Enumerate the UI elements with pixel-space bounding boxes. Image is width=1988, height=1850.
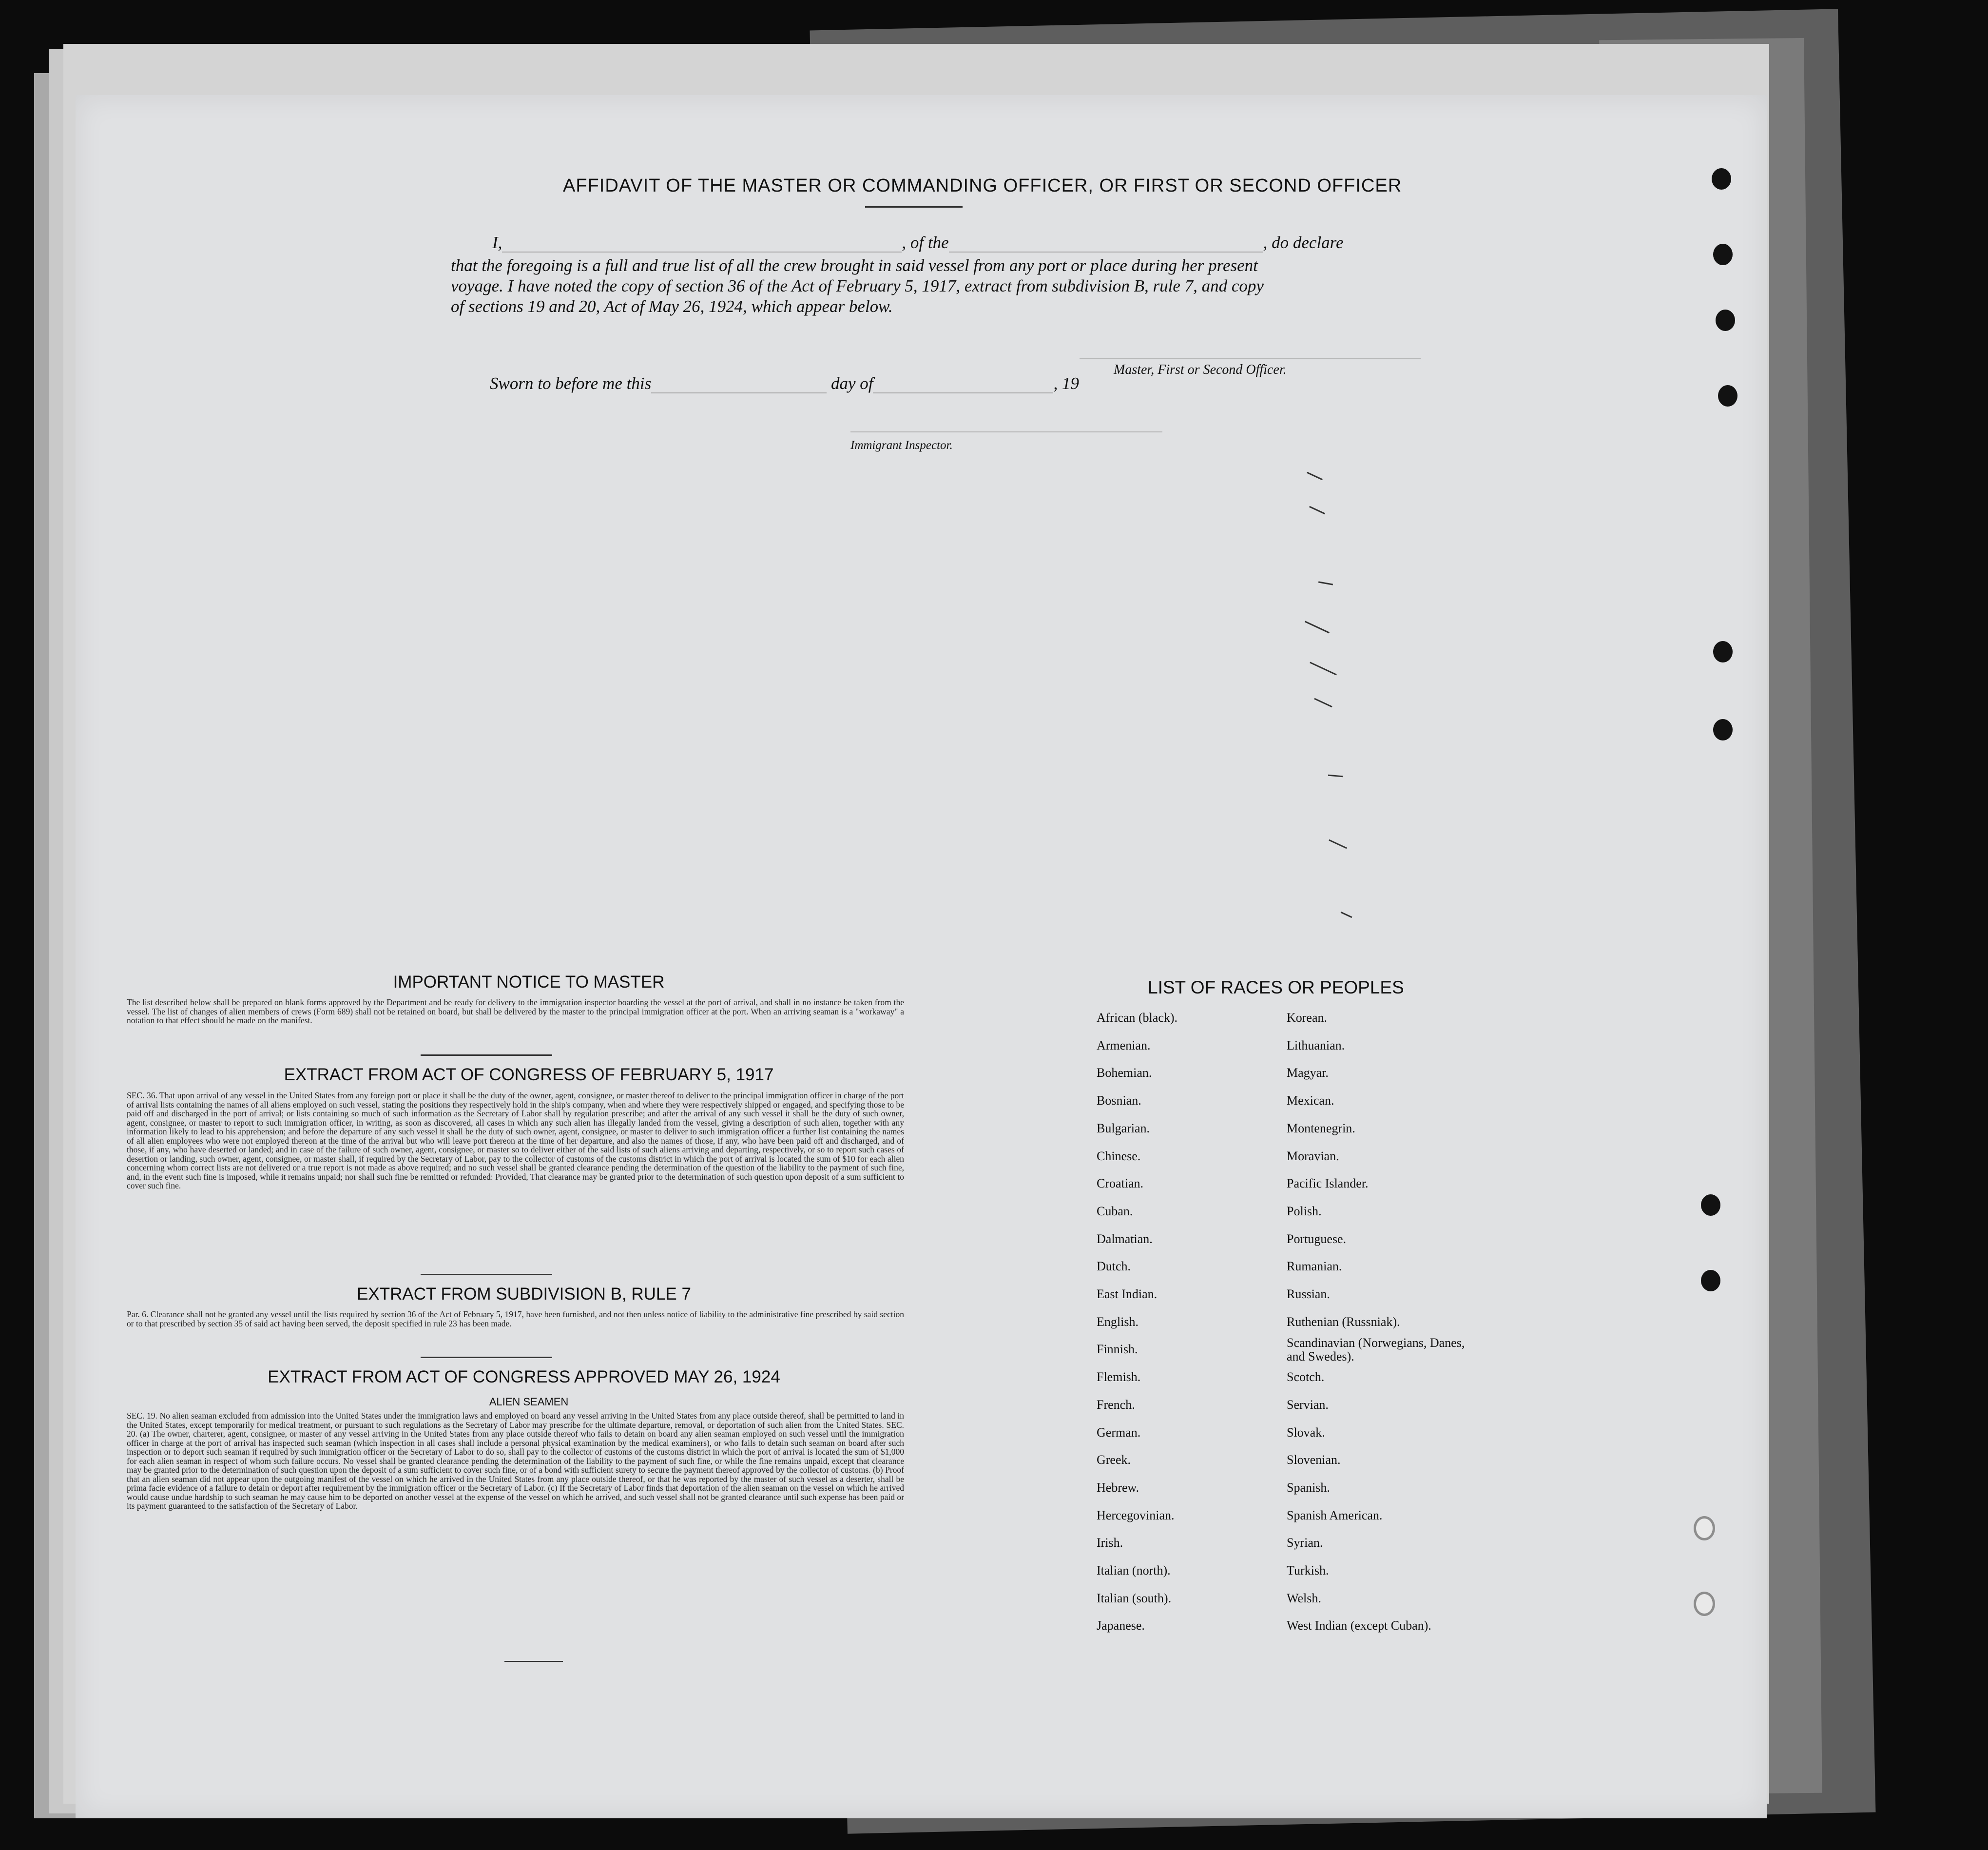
affidavit-line-3: voyage. I have noted the copy of section 36 of the Act of February 5, 1917, extract from subdivision B, rule 7, and copy: [451, 276, 1264, 295]
race-item: Polish.: [1287, 1204, 1322, 1218]
affidavit-line-4: of sections 19 and 20, Act of May 26, 1924, which appear below.: [451, 297, 893, 316]
race-item: Magyar.: [1287, 1066, 1329, 1080]
document-page: [76, 95, 1767, 1818]
race-item: Armenian.: [1097, 1038, 1151, 1052]
name-blank[interactable]: [502, 252, 902, 253]
day-blank[interactable]: [651, 392, 827, 393]
race-item: Cuban.: [1097, 1204, 1133, 1218]
races-heading: LIST OF RACES OR PEOPLES: [1148, 977, 1404, 997]
affidavit-line-1: [492, 233, 1344, 253]
race-item: Hercegovinian.: [1097, 1508, 1175, 1522]
sworn-text: Sworn to before me this: [490, 374, 652, 393]
binder-hole: [1713, 719, 1733, 740]
race-item: Spanish American.: [1287, 1508, 1383, 1522]
race-item: English.: [1097, 1315, 1139, 1329]
binder-hole: [1694, 1516, 1715, 1540]
inspector-signature-label: Immigrant Inspector.: [850, 439, 953, 452]
race-item: Slovenian.: [1287, 1453, 1341, 1467]
margin-mark: [1318, 581, 1333, 585]
rule-7-text: Par. 6. Clearance shall not be granted any vessel until the lists required by section 36 of the Act of February 5, 1917, have been furnished, and not then unless notice of liability to the administrative fine prescribed by said section or to that prescribed by section 35 of said act having been served, the deposit specified in rule 23 has been made.: [127, 1310, 904, 1328]
affidavit-title: AFFIDAVIT OF THE MASTER OR COMMANDING OFFICER, OR FIRST OR SECOND OFFICER: [563, 175, 1402, 196]
rule-7-heading: EXTRACT FROM SUBDIVISION B, RULE 7: [357, 1285, 691, 1304]
affidavit-line-2: that the foregoing is a full and true list of all the crew brought in said vessel from any port or place during her present: [451, 256, 1258, 275]
race-item: African (black).: [1097, 1011, 1178, 1025]
race-item: Dutch.: [1097, 1259, 1131, 1273]
margin-mark: [1305, 621, 1330, 634]
race-item: Mexican.: [1287, 1093, 1334, 1108]
race-item: Croatian.: [1097, 1176, 1144, 1190]
margin-mark: [1329, 839, 1347, 849]
race-item: East Indian.: [1097, 1287, 1158, 1301]
race-item: Servian.: [1287, 1398, 1329, 1412]
race-item: Scandinavian (Norwegians, Danes, and Swedes).: [1287, 1336, 1465, 1363]
margin-mark: [1309, 506, 1325, 515]
affidavit-of-the: , of the: [902, 233, 949, 252]
race-item: Bohemian.: [1097, 1066, 1152, 1080]
race-item: Japanese.: [1097, 1618, 1145, 1633]
extract-1917-heading: EXTRACT FROM ACT OF CONGRESS OF FEBRUARY 5, 1917: [284, 1065, 774, 1084]
race-item: Portuguese.: [1287, 1232, 1347, 1246]
race-item: Greek.: [1097, 1453, 1131, 1467]
race-item: Bosnian.: [1097, 1093, 1141, 1108]
race-item: Scotch.: [1287, 1370, 1325, 1384]
margin-mark: [1310, 662, 1337, 675]
race-item: Russian.: [1287, 1287, 1330, 1301]
race-item: Slovak.: [1287, 1425, 1325, 1440]
margin-mark: [1307, 472, 1323, 481]
race-item: German.: [1097, 1425, 1141, 1440]
binder-hole: [1701, 1194, 1720, 1216]
race-item: Ruthenian (Russniak).: [1287, 1315, 1400, 1329]
race-item: Bulgarian.: [1097, 1121, 1150, 1135]
race-item: Korean.: [1287, 1011, 1328, 1025]
vessel-blank[interactable]: [949, 252, 1263, 253]
day-of-text: day of: [830, 374, 873, 393]
extract-1924-text: SEC. 19. No alien seaman excluded from admission into the United States under the immigration laws and employed on board any vessel arriving in the United States from any place outside thereof, shall be permitted to land in the United States, except temporarily for medical treatment, or pursuant to such regulations as the Secretary of Labor may prescribe for the ultimate departure, removal, or deportation of such alien from the United States. SEC. 20. (a) The owner, charterer, agent, consignee, or master of any vessel arriving in the United States from any place outside thereof who fails to detain on board any alien seaman employed on such vessel until the immigration officer in charge at the port of arrival has inspected such seaman (which inspection in all cases shall include a personal physical examination by the medical examiners), or who fails to detain such seaman on board after such inspection or to deport such seaman if required by such immigration officer or the Secretary of Labor to do so, shall pay to the collector of customs of the customs district in which the port of arrival is located the sum of $1,000 for each alien seaman in respect of whom such failure occurs. No vessel shall be granted clearance pending the determination of the liability to the payment of such fine, or while the fine remains unpaid, except that clearance may be granted prior to the determination of such question upon the deposit of a sum sufficient to cover such fine, or of a bond with sufficient surety to secure the payment thereof approved by the collector of customs. (b) Proof that an alien seaman did not appear upon the outgoing manifest of the vessel on which he arrived in the United States from any place outside thereof, or that he was reported by the master of such vessel as a deserter, shall be prima facie evidence of a failure to detain or deport after requirement by the immigration officer or the Secretary of Labor. (c) If the Secretary of Labor finds that deportation of the alien seaman on the vessel on which he arrived would cause undue hardship to such seaman he may cause him to be deported on another vessel at the expense of the vessel on which he arrived, and such vessel shall not be granted clearance until such expense has been paid or its payment guaranteed to the satisfaction of the Secretary of Labor.: [127, 1411, 904, 1511]
year-text: , 19: [1053, 374, 1079, 393]
race-item: Rumanian.: [1287, 1259, 1342, 1273]
extract-1924-heading: EXTRACT FROM ACT OF CONGRESS APPROVED MAY 26, 1924: [268, 1367, 780, 1386]
sworn-line: [490, 374, 1079, 393]
binder-hole: [1713, 641, 1733, 662]
binder-hole: [1712, 168, 1731, 190]
race-item: Pacific Islander.: [1287, 1176, 1369, 1190]
race-item: Finnish.: [1097, 1342, 1138, 1356]
affidavit-declare: , do declare: [1263, 233, 1344, 252]
title-rule: [865, 206, 963, 208]
binder-hole: [1701, 1270, 1720, 1291]
race-item: Syrian.: [1287, 1536, 1323, 1550]
race-item: Dalmatian.: [1097, 1232, 1153, 1246]
race-item: Turkish.: [1287, 1563, 1329, 1577]
race-item: Flemish.: [1097, 1370, 1141, 1384]
race-item: Hebrew.: [1097, 1480, 1139, 1495]
race-item: Italian (south).: [1097, 1591, 1172, 1605]
margin-mark: [1314, 698, 1332, 708]
race-item: Moravian.: [1287, 1149, 1339, 1163]
master-signature-line[interactable]: [1080, 358, 1421, 359]
race-item: Spanish.: [1287, 1480, 1330, 1495]
race-item: Irish.: [1097, 1536, 1123, 1550]
section-separator: [421, 1054, 552, 1056]
affidavit-i: I,: [492, 233, 502, 252]
binder-hole: [1716, 310, 1735, 331]
section-separator: [421, 1357, 552, 1358]
race-item: West Indian (except Cuban).: [1287, 1618, 1431, 1633]
alien-seamen-subheading: ALIEN SEAMEN: [489, 1396, 569, 1408]
binder-hole: [1694, 1592, 1715, 1616]
binder-hole: [1718, 385, 1737, 407]
race-item: Montenegrin.: [1287, 1121, 1355, 1135]
binder-hole: [1713, 244, 1733, 265]
race-item: French.: [1097, 1398, 1135, 1412]
race-item: Lithuanian.: [1287, 1038, 1345, 1052]
inspector-signature-line[interactable]: [850, 431, 1162, 432]
master-signature-label: Master, First or Second Officer.: [1114, 362, 1287, 377]
notice-heading: IMPORTANT NOTICE TO MASTER: [393, 973, 665, 992]
race-item: Welsh.: [1287, 1591, 1321, 1605]
margin-mark: [1341, 912, 1352, 918]
race-item: Italian (north).: [1097, 1563, 1171, 1577]
month-blank[interactable]: [873, 392, 1053, 393]
margin-mark: [1328, 775, 1343, 778]
notice-text: The list described below shall be prepared on blank forms approved by the Department and be ready for delivery to the immigration inspector boarding the vessel at the port of arrival, and shall in no instance be taken from the vessel. The list of changes of alien members of crews (Form 689) shall not be retained on board, but shall be delivered by the master to the principal immigration officer at the port. When an arriving seaman is a "workaway" a notation to that effect should be made on the manifest.: [127, 998, 904, 1025]
race-item: Chinese.: [1097, 1149, 1141, 1163]
extract-1917-text: SEC. 36. That upon arrival of any vessel in the United States from any foreign port or place it shall be the duty of the owner, agent, consignee, or master thereof to deliver to the principal immigration officer in charge of the port of arrival lists containing the names of all aliens employed on such vessel, stating the positions they respectively hold in the ship's company, when and where they were respectively shipped or engaged, and specifying those to be paid off and discharged in the port of arrival; or lists containing so much of such information as the Secretary of Labor shall by regulation prescribe; and after the arrival of any such vessel it shall be the duty of such owner, agent, consignee, or master to report to such immigration officer, in writing, as soon as discovered, all cases in which any such alien has illegally landed from the vessel, giving a description of such alien, together with any information likely to lead to his apprehension; and before the departure of any such vessel it shall be the duty of such owner, agent, consignee, or master to deliver to such immigration officer a further list containing the names of all alien employees who were not employed thereon at the time of the arrival but who will leave port thereon at the time of her departure, and also the names of those, if any, who have been paid off and discharged, and of those, if any, who have deserted or landed; and in case of the failure of such owner, agent, consignee, or master so to deliver either of the said lists of such aliens arriving and departing, respectively, or so to report such cases of desertion or landing, such owner, agent, consignee, or master shall, if required by the Secretary of Labor, pay to the collector of customs of the customs district in which the port of arrival is located the sum of $10 for each alien concerning whom correct lists are not delivered or a true report is not made as above required; and no such vessel shall be granted clearance pending the determination of the question of the liability to the payment of such fine, and, in the event such fine is imposed, while it remains unpaid; nor shall such fine be remitted or refunded: Provided, That clearance may be granted prior to the determination of such question upon deposit of a sum sufficient to cover such fine.: [127, 1091, 904, 1190]
section-separator: [421, 1274, 552, 1275]
closing-rule: [504, 1661, 563, 1662]
